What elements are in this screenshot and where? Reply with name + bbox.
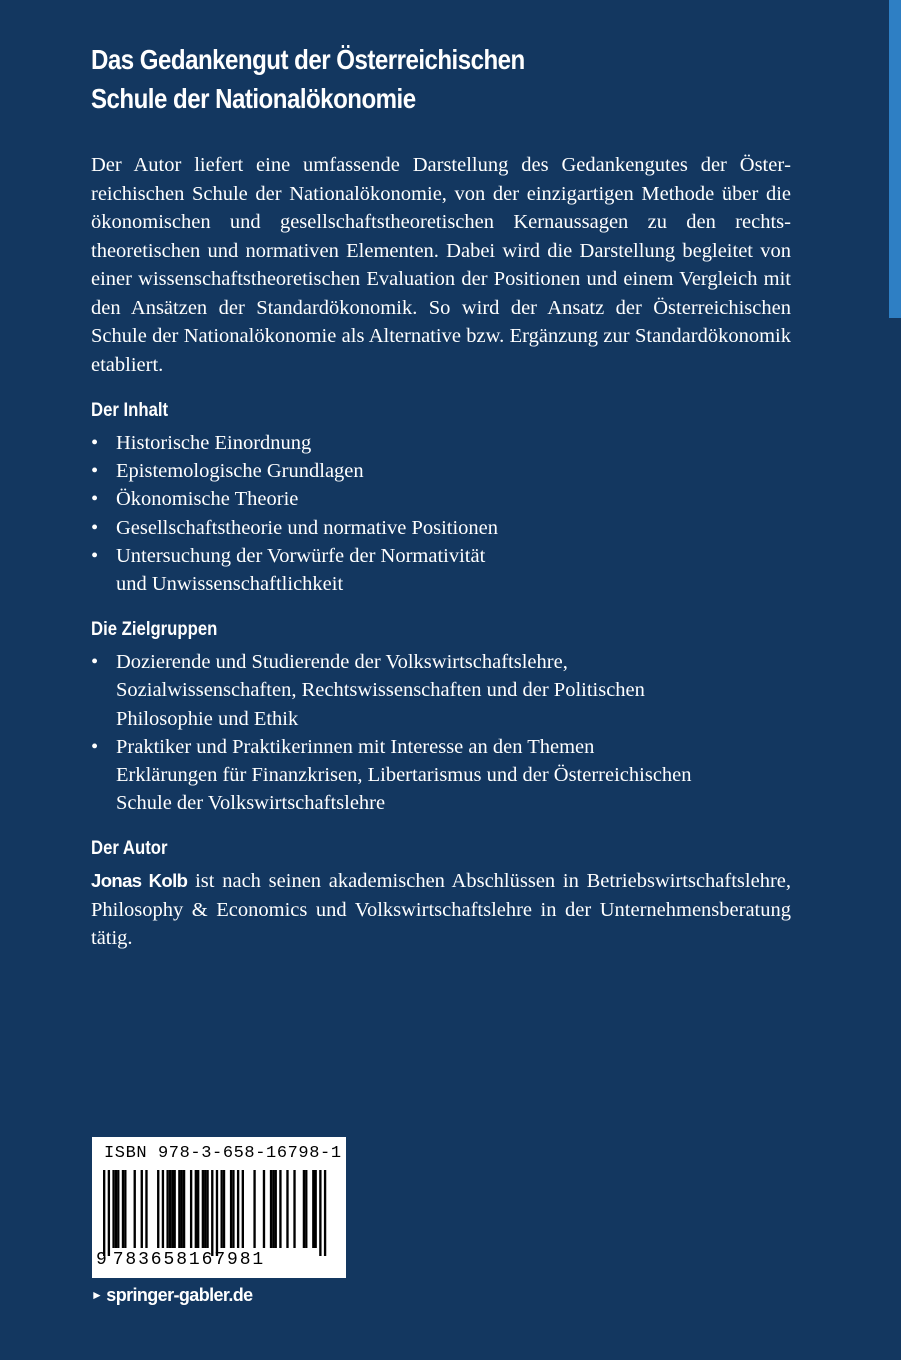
barcode-bar — [145, 1170, 147, 1248]
book-description: Der Autor liefert eine umfassende Darstellung des Gedankengutes der Österreichischen Schule der Nationalökonomie, von der einzigartigen Methode über die ökonomischen und gesellschaftstheoretischen Kernaussagen zu den rechtstheoretischen und normativen Elementen. Dabei wird die Darstellung begleitet von einer wissenschaftstheoretischen Evaluation der Positionen und einem Vergleich mit den Ansätzen der Standardökonomik. So wird der Ansatz der Österreichischen Schule der Nationalökonomie als Alternative bzw. Ergänzung zur Standardökonomik etabliert. — [91, 154, 791, 376]
barcode-bar — [237, 1170, 239, 1248]
barcode-bar — [112, 1170, 114, 1248]
audience-item-text: Philosophie und Ethik — [116, 707, 299, 730]
barcode-bar — [230, 1170, 232, 1248]
barcode-bar — [272, 1170, 274, 1248]
isbn-barcode — [92, 1137, 346, 1278]
author-bio — [91, 867, 791, 953]
barcode-bar — [162, 1170, 164, 1248]
contents-item-text: Gesellschaftstheorie und normative Positionen — [116, 516, 499, 539]
bullet-icon: • — [91, 544, 99, 567]
barcode-bar — [202, 1170, 204, 1248]
barcode-bar — [195, 1170, 197, 1248]
barcode-first-digit: 9 — [96, 1250, 109, 1270]
barcode-bar — [197, 1170, 199, 1248]
barcode-bar — [216, 1170, 218, 1256]
barcode-bar — [242, 1170, 244, 1248]
audience-item-text: Schule der Volkswirtschaftslehre — [116, 792, 386, 815]
barcode-bar — [293, 1170, 295, 1248]
spine-accent-strip — [889, 0, 901, 318]
barcode-bar — [115, 1170, 117, 1248]
barcode-bar — [117, 1170, 119, 1248]
contents-item — [91, 542, 791, 598]
barcode-bar — [305, 1170, 307, 1248]
audience-item-text: Praktiker und Praktikerinnen mit Interesse an den Themen — [116, 735, 595, 758]
contents-list — [91, 429, 791, 598]
barcode-bar — [286, 1170, 288, 1248]
barcode-bar — [122, 1170, 124, 1248]
bullet-icon: • — [91, 460, 99, 483]
contents-item-text: Ökonomische Theorie — [116, 488, 299, 511]
barcode-bar — [183, 1170, 185, 1248]
barcode-bar — [157, 1170, 159, 1248]
audience-list — [91, 648, 791, 817]
barcode-left-digits: 783658 — [112, 1250, 189, 1270]
barcode-bars — [100, 1170, 338, 1256]
barcode-bar — [324, 1170, 326, 1256]
barcode-bar — [312, 1170, 314, 1248]
barcode-bar — [204, 1170, 206, 1248]
contents-item — [91, 457, 791, 485]
barcode-bar — [221, 1170, 223, 1248]
bullet-icon: • — [91, 735, 99, 758]
barcode-bar — [171, 1170, 173, 1248]
barcode-bar — [319, 1170, 321, 1256]
publisher-website-link[interactable] — [91, 1283, 253, 1307]
audience-heading: Die Zielgruppen — [91, 619, 218, 641]
author-bio-text: ist nach seinen akademischen Abschlüssen in Betriebswirtschaftslehre, Philosophy & Economics und Volkswirtschaftslehre in der Unternehmensberatung tätig. — [91, 870, 791, 950]
barcode-bar — [263, 1170, 265, 1248]
barcode-bar — [169, 1170, 171, 1248]
barcode-bar — [253, 1170, 255, 1248]
barcode-bar — [124, 1170, 126, 1248]
contents-item — [91, 514, 791, 542]
publisher-url: springer-gabler.de — [106, 1285, 253, 1305]
audience-item — [91, 648, 791, 733]
book-title-line-2: Schule der Nationalökonomie — [91, 83, 416, 114]
barcode-bar — [315, 1170, 317, 1248]
barcode-bar — [141, 1170, 143, 1248]
isbn-label: ISBN 978-3-658-16798-1 — [104, 1144, 342, 1163]
barcode-bar — [181, 1170, 183, 1248]
barcode-bar — [279, 1170, 281, 1248]
bullet-icon: • — [91, 651, 99, 674]
barcode-bar — [108, 1170, 110, 1256]
bullet-icon: • — [91, 488, 99, 511]
bullet-icon: • — [91, 516, 99, 539]
barcode-bar — [178, 1170, 180, 1248]
audience-item — [91, 733, 791, 818]
contents-item-text: Historische Einordnung — [116, 432, 312, 454]
barcode-bar — [206, 1170, 208, 1248]
barcode-bar — [303, 1170, 305, 1248]
bullet-icon: • — [91, 432, 99, 454]
contents-item-text: Epistemologische Grundlagen — [116, 460, 364, 483]
contents-item — [91, 485, 791, 513]
author-name: Jonas Kolb — [91, 870, 188, 892]
back-cover-content — [91, 40, 791, 953]
audience-item-text: Erklärungen für Finanzkrisen, Libertarismus und der Österreichischen — [116, 764, 692, 787]
barcode-bar — [232, 1170, 234, 1248]
contents-item-text: und Unwissenschaftlichkeit — [116, 573, 344, 596]
author-heading: Der Autor — [91, 838, 168, 860]
barcode-bar — [270, 1170, 272, 1248]
barcode-bar — [190, 1170, 192, 1248]
barcode-bar — [211, 1170, 213, 1256]
contents-item-text: Untersuchung der Vorwürfe der Normativität — [116, 544, 486, 567]
contents-item — [91, 429, 791, 457]
barcode-right-digits: 167981 — [188, 1250, 266, 1270]
contents-heading: Der Inhalt — [91, 400, 169, 421]
barcode-bar — [275, 1170, 277, 1248]
barcode-bar — [166, 1170, 168, 1248]
audience-item-text: Dozierende und Studierende der Volkswirtschaftslehre, — [116, 651, 568, 674]
audience-item-text: Sozialwissenschaften, Rechtswissenschaften und der Politischen — [116, 679, 645, 702]
book-title — [91, 40, 693, 118]
barcode-bar — [223, 1170, 225, 1248]
barcode-bar — [134, 1170, 136, 1248]
barcode-bar — [174, 1170, 176, 1248]
barcode-digits — [96, 1250, 265, 1270]
book-title-line-1: Das Gedankengut der Österreichischen — [91, 44, 525, 75]
arrow-right-icon: ► — [91, 1288, 103, 1302]
barcode-bar — [103, 1170, 105, 1256]
